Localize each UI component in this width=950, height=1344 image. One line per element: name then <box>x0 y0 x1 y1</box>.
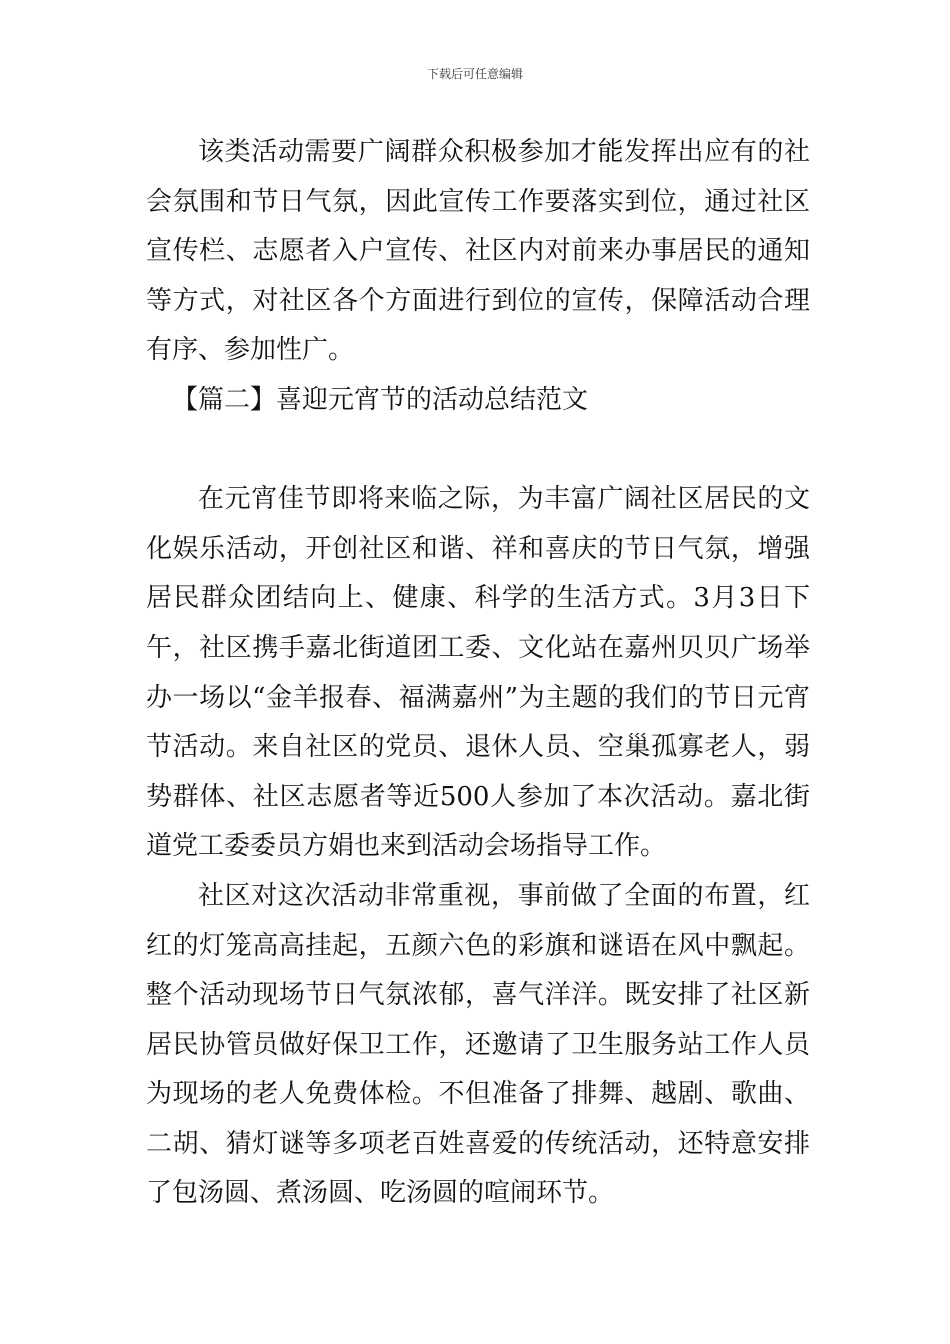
page-header: 下载后可任意编辑 <box>426 67 523 81</box>
paragraph-event-preparation: 社区对这次活动非常重视，事前做了全面的布置，红红的灯笼高高挂起，五颜六色的彩旗和谜语在风中飘起。整个活动现场节日气氛浓郁，喜气洋洋。既安排了社区新居民协管员做好保卫工作，还邀请了卫生服务站工作人员为现场的老人免费体检。不但准备了排舞、越剧、歌曲、二胡、猜灯谜等多项老百姓喜爱的传统活动，还特意安排了包汤圆、煮汤圆、吃汤圆的喧闹环节。 <box>146 880 810 1209</box>
document-body <box>146 128 810 1219</box>
section-title: 【篇二】喜迎元宵节的活动总结范文 <box>172 384 589 415</box>
paragraph-publicity: 该类活动需要广阔群众积极参加才能发挥出应有的社会氛围和节日气氛，因此宣传工作要落实到位，通过社区宣传栏、志愿者入户宣传、社区内对前来办事居民的通知等方式，对社区各个方面进行到位的宣传，保障活动合理有序、参加性广。 <box>146 137 810 366</box>
paragraph-event-intro: 在元宵佳节即将来临之际，为丰富广阔社区居民的文化娱乐活动，开创社区和谐、祥和喜庆的节日气氛，增强居民群众团结向上、健康、科学的生活方式。3月3日下午，社区携手嘉北街道团工委、文化站在嘉州贝贝广场举办一场以“金羊报春、福满嘉州”为主题的我们的节日元宵节活动。来自社区的党员、退休人员、空巢孤寡老人，弱势群体、社区志愿者等近500人参加了本次活动。嘉北街道党工委委员方娟也来到活动会场指导工作。 <box>146 484 810 862</box>
